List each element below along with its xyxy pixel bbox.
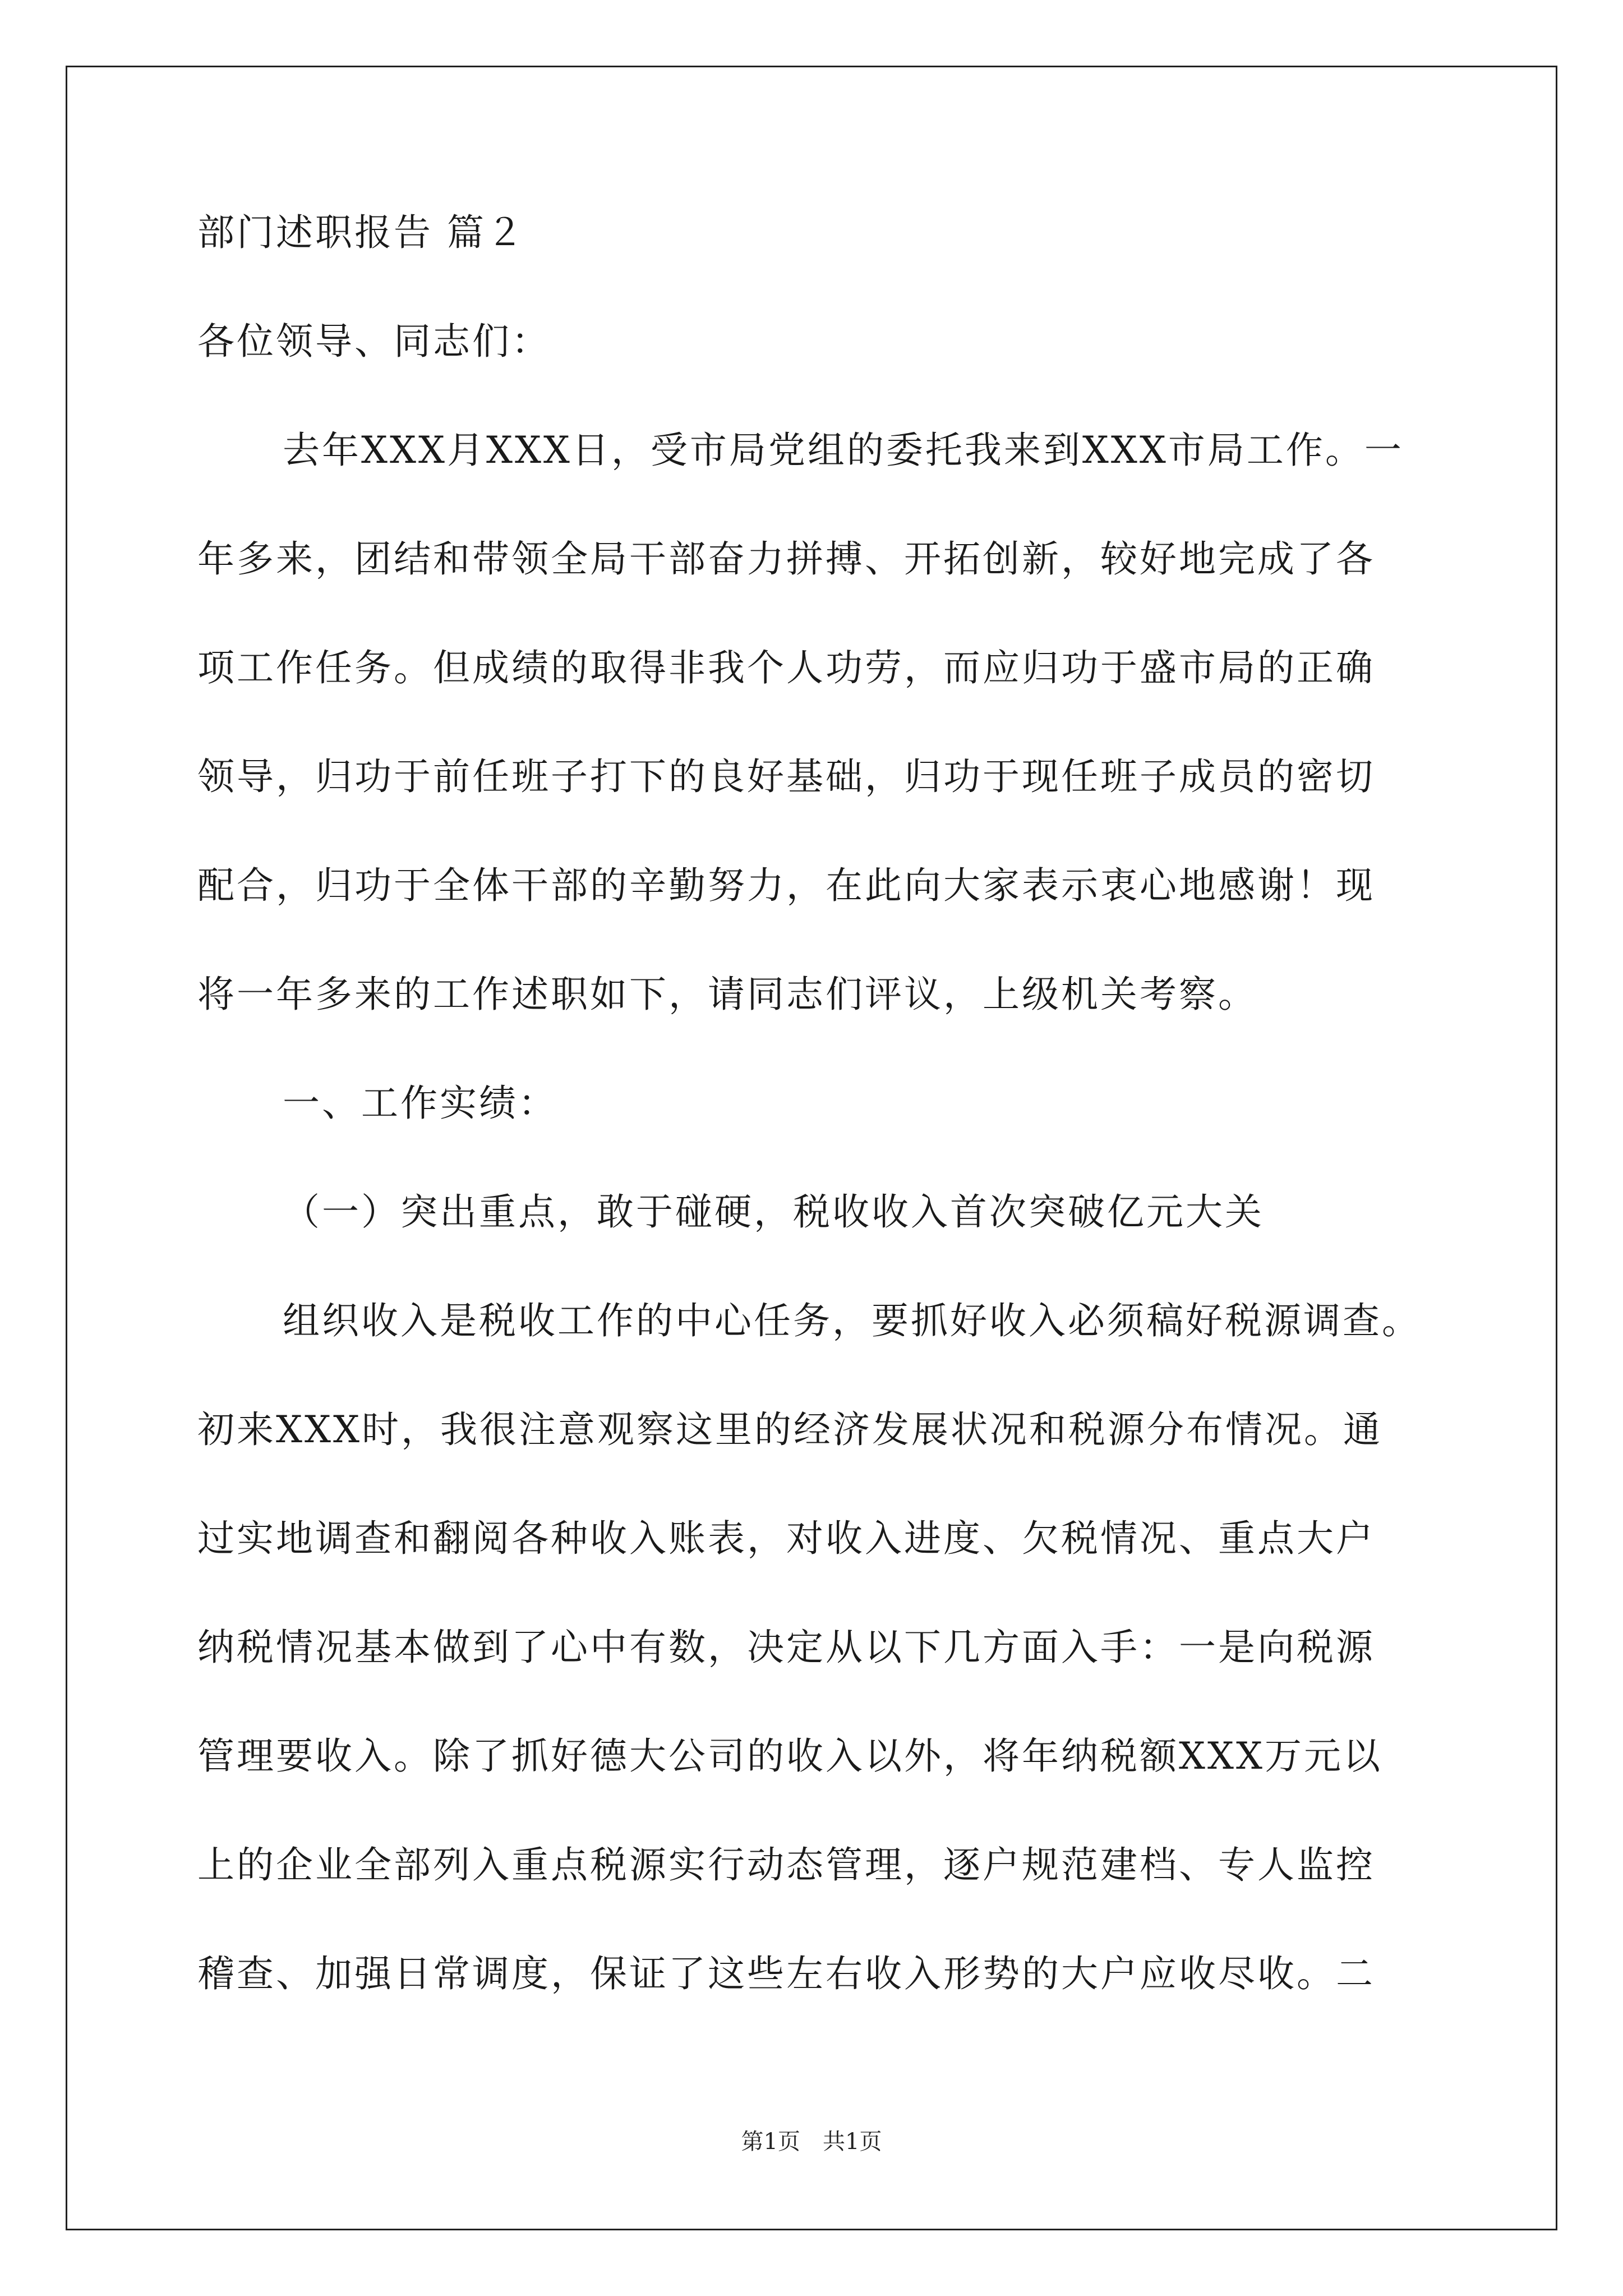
paragraph-line: 上的企业全部列入重点税源实行动态管理，逐户规范建档、专人监控 [197,1843,1375,1887]
paragraph-line: 领导，归功于前任班子打下的良好基础，归功于现任班子成员的密切 [197,755,1375,798]
paragraph-line: 管理要收入。除了抓好德大公司的收入以外，将年纳税额XXX万元以 [197,1734,1382,1778]
paragraph-line: 初来XXX时，我很注意观察这里的经济发展状况和税源分布情况。通 [197,1408,1382,1451]
paragraph-line: 去年XXX月XXX日，受市局党组的委托我来到XXX市局工作。一 [283,429,1404,472]
paragraph-line: 年多来，团结和带领全局干部奋力拼搏、开拓创新，较好地完成了各 [197,537,1375,581]
paragraph-line: 项工作任务。但成绩的取得非我个人功劳，而应归功于盛市局的正确 [197,646,1375,689]
document-body [197,213,1465,2063]
paragraph-line: 稽查、加强日常调度，保证了这些左右收入形势的大户应收尽收。二 [197,1952,1375,1995]
subsection-heading: （一）突出重点，敢于碰硬，税收收入首次突破亿元大关 [283,1190,1264,1234]
paragraph-line: 配合，归功于全体干部的辛勤努力，在此向大家表示衷心地感谢！现 [197,864,1375,907]
section-heading: 一、工作实绩： [283,1082,557,1125]
paragraph-line: 组织收入是税收工作的中心任务，要抓好收入必须稿好税源调查。 [283,1299,1421,1342]
document-title: 部门述职报告 篇２ [197,211,525,254]
paragraph-line: 纳税情况基本做到了心中有数，决定从以下几方面入手：一是向税源 [197,1626,1375,1669]
paragraph-line: 过实地调查和翻阅各种收入账表，对收入进度、欠税情况、重点大户 [197,1517,1375,1560]
paragraph-line: 将一年多来的工作述职如下，请同志们评议，上级机关考察。 [197,973,1257,1016]
page-footer: 第1页 共1页 [741,2129,882,2155]
salutation: 各位领导、同志们： [197,320,551,363]
